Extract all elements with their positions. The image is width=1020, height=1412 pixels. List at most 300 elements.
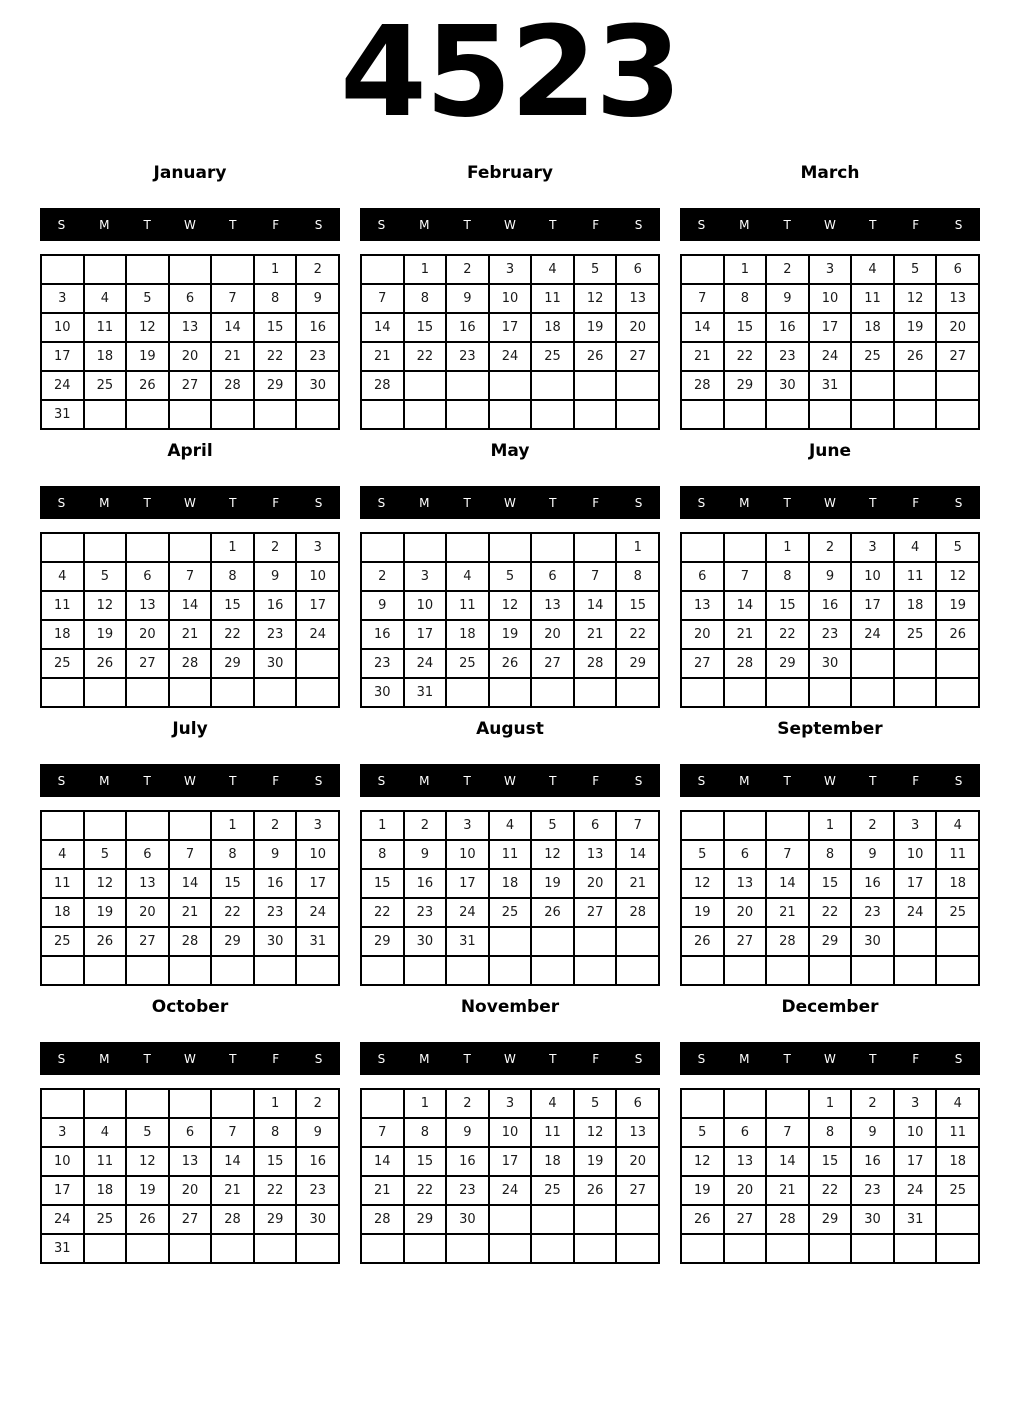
- day-cell: 13: [617, 1119, 658, 1146]
- day-cell: 7: [575, 563, 616, 590]
- day-cell: 23: [447, 1177, 488, 1204]
- day-cell-empty: [895, 928, 936, 955]
- day-cell: 31: [297, 928, 338, 955]
- day-cell: 9: [447, 1119, 488, 1146]
- day-cell: 17: [297, 870, 338, 897]
- day-cell: 27: [937, 343, 978, 370]
- month-block: [680, 438, 980, 708]
- day-cell: 19: [937, 592, 978, 619]
- day-cell: 27: [127, 928, 168, 955]
- day-cell-empty: [895, 957, 936, 984]
- day-cell-empty: [937, 372, 978, 399]
- weekday-label: S: [954, 1051, 963, 1066]
- day-cell: 20: [725, 899, 766, 926]
- day-cell: 16: [255, 592, 296, 619]
- day-cell: 31: [42, 401, 83, 428]
- day-cell: 22: [810, 899, 851, 926]
- months-grid: [0, 160, 1020, 1264]
- weekday-label: T: [143, 1051, 151, 1066]
- day-cell: 20: [725, 1177, 766, 1204]
- month-title: August: [476, 719, 544, 739]
- day-cell-empty: [490, 679, 531, 706]
- day-cell: 15: [255, 1148, 296, 1175]
- day-cell-empty: [447, 957, 488, 984]
- day-cell: 1: [255, 1090, 296, 1117]
- day-cell: 25: [85, 372, 126, 399]
- day-cell-empty: [682, 812, 723, 839]
- day-cell: 13: [682, 592, 723, 619]
- weekday-label: W: [504, 1051, 516, 1066]
- day-cell: 7: [725, 563, 766, 590]
- weekday-label: M: [419, 773, 430, 788]
- day-cell-empty: [767, 679, 808, 706]
- day-cell: 1: [725, 256, 766, 283]
- weekday-label: S: [57, 773, 66, 788]
- day-cell: 12: [895, 285, 936, 312]
- day-cell: 28: [170, 928, 211, 955]
- day-cell-empty: [767, 401, 808, 428]
- day-cell: 24: [297, 621, 338, 648]
- day-cell-empty: [297, 650, 338, 677]
- day-cell: 29: [255, 1206, 296, 1233]
- day-cell: 9: [810, 563, 851, 590]
- day-cell: 1: [810, 1090, 851, 1117]
- weekday-label: S: [314, 1051, 323, 1066]
- day-cell: 20: [937, 314, 978, 341]
- day-cell: 24: [42, 1206, 83, 1233]
- days-grid: [40, 810, 340, 986]
- weekday-label: F: [272, 495, 280, 510]
- day-cell-empty: [85, 534, 126, 561]
- day-cell: 20: [170, 1177, 211, 1204]
- day-cell-empty: [895, 372, 936, 399]
- day-cell: 12: [682, 870, 723, 897]
- weekday-label: T: [869, 217, 877, 232]
- day-cell-empty: [170, 401, 211, 428]
- day-cell: 23: [297, 343, 338, 370]
- weekday-label: T: [229, 773, 237, 788]
- day-cell: 19: [895, 314, 936, 341]
- day-cell-empty: [490, 401, 531, 428]
- day-cell: 19: [575, 314, 616, 341]
- day-cell: 26: [85, 928, 126, 955]
- day-cell: 5: [575, 256, 616, 283]
- day-cell-empty: [85, 1090, 126, 1117]
- month-block: [360, 716, 660, 986]
- day-cell: 30: [405, 928, 446, 955]
- day-cell: 30: [297, 1206, 338, 1233]
- day-cell-empty: [170, 256, 211, 283]
- day-cell: 21: [170, 899, 211, 926]
- weekday-label: S: [314, 495, 323, 510]
- day-cell-empty: [85, 256, 126, 283]
- days-grid: [680, 1088, 980, 1264]
- weekday-label: S: [377, 773, 386, 788]
- day-cell: 23: [810, 621, 851, 648]
- day-cell-empty: [85, 812, 126, 839]
- day-cell: 11: [447, 592, 488, 619]
- day-cell: 6: [127, 563, 168, 590]
- day-cell-empty: [810, 679, 851, 706]
- day-cell: 3: [895, 812, 936, 839]
- day-cell: 4: [85, 1119, 126, 1146]
- day-cell: 16: [362, 621, 403, 648]
- day-cell-empty: [852, 679, 893, 706]
- weekday-label: S: [954, 495, 963, 510]
- day-cell-empty: [852, 650, 893, 677]
- day-cell: 23: [255, 899, 296, 926]
- weekday-label: S: [57, 495, 66, 510]
- weekday-header-bar: [680, 764, 980, 797]
- day-cell: 11: [42, 870, 83, 897]
- day-cell: 25: [490, 899, 531, 926]
- day-cell-empty: [575, 1206, 616, 1233]
- day-cell-empty: [725, 401, 766, 428]
- year-title: 4523: [340, 0, 680, 145]
- day-cell: 26: [490, 650, 531, 677]
- day-cell-empty: [937, 1206, 978, 1233]
- day-cell-empty: [212, 679, 253, 706]
- day-cell: 8: [810, 1119, 851, 1146]
- day-cell: 17: [852, 592, 893, 619]
- day-cell: 21: [682, 343, 723, 370]
- day-cell: 21: [170, 621, 211, 648]
- day-cell: 17: [490, 1148, 531, 1175]
- days-grid: [40, 1088, 340, 1264]
- day-cell: 2: [852, 812, 893, 839]
- weekday-label: F: [912, 773, 920, 788]
- days-grid: [680, 532, 980, 708]
- day-cell: 28: [617, 899, 658, 926]
- weekday-label: T: [869, 773, 877, 788]
- day-cell-empty: [682, 256, 723, 283]
- day-cell: 15: [810, 1148, 851, 1175]
- day-cell: 10: [405, 592, 446, 619]
- day-cell-empty: [575, 1235, 616, 1262]
- day-cell-empty: [617, 1235, 658, 1262]
- month-block: [680, 994, 980, 1264]
- day-cell: 8: [255, 285, 296, 312]
- day-cell: 14: [575, 592, 616, 619]
- day-cell: 6: [725, 841, 766, 868]
- month-block: [360, 160, 660, 430]
- day-cell-empty: [127, 401, 168, 428]
- weekday-label: T: [783, 1051, 791, 1066]
- weekday-label: M: [99, 773, 110, 788]
- day-cell-empty: [42, 1090, 83, 1117]
- day-cell: 24: [405, 650, 446, 677]
- day-cell: 16: [852, 870, 893, 897]
- day-cell: 11: [937, 1119, 978, 1146]
- day-cell: 13: [170, 314, 211, 341]
- weekday-label: T: [229, 1051, 237, 1066]
- day-cell: 12: [490, 592, 531, 619]
- day-cell: 29: [767, 650, 808, 677]
- day-cell: 1: [362, 812, 403, 839]
- day-cell: 31: [810, 372, 851, 399]
- day-cell: 9: [405, 841, 446, 868]
- weekday-label: S: [57, 1051, 66, 1066]
- weekday-label: S: [314, 773, 323, 788]
- day-cell-empty: [937, 401, 978, 428]
- day-cell-empty: [127, 1090, 168, 1117]
- day-cell: 10: [490, 1119, 531, 1146]
- day-cell: 29: [362, 928, 403, 955]
- day-cell: 20: [617, 1148, 658, 1175]
- day-cell: 27: [127, 650, 168, 677]
- weekday-label: W: [824, 773, 836, 788]
- day-cell-empty: [127, 957, 168, 984]
- day-cell: 25: [937, 899, 978, 926]
- day-cell-empty: [895, 650, 936, 677]
- day-cell-empty: [42, 534, 83, 561]
- day-cell: 15: [725, 314, 766, 341]
- days-grid: [680, 810, 980, 986]
- day-cell-empty: [255, 957, 296, 984]
- day-cell: 21: [617, 870, 658, 897]
- day-cell-empty: [127, 534, 168, 561]
- day-cell: 12: [127, 1148, 168, 1175]
- day-cell: 27: [682, 650, 723, 677]
- day-cell: 28: [212, 372, 253, 399]
- day-cell: 3: [852, 534, 893, 561]
- day-cell: 21: [362, 1177, 403, 1204]
- day-cell: 22: [362, 899, 403, 926]
- day-cell: 24: [895, 1177, 936, 1204]
- day-cell: 15: [405, 1148, 446, 1175]
- weekday-header-bar: [680, 208, 980, 241]
- day-cell: 15: [212, 870, 253, 897]
- day-cell: 22: [810, 1177, 851, 1204]
- day-cell: 22: [212, 621, 253, 648]
- day-cell-empty: [767, 812, 808, 839]
- weekday-label: S: [697, 217, 706, 232]
- day-cell-empty: [490, 372, 531, 399]
- day-cell: 18: [895, 592, 936, 619]
- day-cell: 5: [85, 841, 126, 868]
- day-cell: 3: [447, 812, 488, 839]
- month-title: September: [777, 719, 883, 739]
- day-cell-empty: [85, 679, 126, 706]
- day-cell: 17: [490, 314, 531, 341]
- day-cell-empty: [682, 679, 723, 706]
- day-cell: 26: [127, 1206, 168, 1233]
- day-cell-empty: [85, 957, 126, 984]
- day-cell: 20: [532, 621, 573, 648]
- weekday-label: S: [377, 217, 386, 232]
- day-cell: 14: [767, 870, 808, 897]
- day-cell-empty: [490, 1235, 531, 1262]
- day-cell-empty: [127, 679, 168, 706]
- day-cell: 26: [937, 621, 978, 648]
- day-cell-empty: [212, 1235, 253, 1262]
- day-cell-empty: [405, 1235, 446, 1262]
- day-cell-empty: [362, 957, 403, 984]
- weekday-label: W: [504, 217, 516, 232]
- day-cell: 9: [255, 841, 296, 868]
- day-cell-empty: [937, 679, 978, 706]
- day-cell: 6: [725, 1119, 766, 1146]
- day-cell-empty: [85, 401, 126, 428]
- day-cell: 12: [532, 841, 573, 868]
- day-cell-empty: [617, 928, 658, 955]
- day-cell: 9: [297, 285, 338, 312]
- weekday-label: T: [143, 495, 151, 510]
- day-cell: 10: [447, 841, 488, 868]
- day-cell: 14: [212, 314, 253, 341]
- day-cell-empty: [170, 534, 211, 561]
- month-block: [680, 716, 980, 986]
- day-cell: 25: [532, 1177, 573, 1204]
- day-cell: 1: [255, 256, 296, 283]
- weekday-label: S: [697, 1051, 706, 1066]
- day-cell-empty: [532, 372, 573, 399]
- weekday-label: W: [184, 773, 196, 788]
- day-cell: 3: [490, 1090, 531, 1117]
- day-cell: 18: [42, 621, 83, 648]
- day-cell: 16: [255, 870, 296, 897]
- day-cell: 18: [852, 314, 893, 341]
- weekday-label: M: [99, 217, 110, 232]
- days-grid: [40, 532, 340, 708]
- day-cell: 23: [255, 621, 296, 648]
- day-cell: 17: [297, 592, 338, 619]
- day-cell: 28: [212, 1206, 253, 1233]
- weekday-label: F: [272, 217, 280, 232]
- day-cell: 28: [767, 928, 808, 955]
- day-cell-empty: [532, 928, 573, 955]
- day-cell-empty: [852, 957, 893, 984]
- day-cell-empty: [617, 957, 658, 984]
- day-cell-empty: [725, 957, 766, 984]
- day-cell: 7: [170, 841, 211, 868]
- day-cell-empty: [447, 534, 488, 561]
- day-cell: 4: [42, 841, 83, 868]
- day-cell: 2: [405, 812, 446, 839]
- day-cell: 12: [575, 1119, 616, 1146]
- day-cell-empty: [575, 957, 616, 984]
- day-cell: 27: [170, 372, 211, 399]
- day-cell: 22: [212, 899, 253, 926]
- day-cell: 20: [617, 314, 658, 341]
- day-cell: 4: [447, 563, 488, 590]
- day-cell: 30: [255, 928, 296, 955]
- day-cell: 8: [255, 1119, 296, 1146]
- day-cell: 15: [810, 870, 851, 897]
- day-cell: 7: [212, 1119, 253, 1146]
- day-cell: 11: [937, 841, 978, 868]
- day-cell-empty: [617, 1206, 658, 1233]
- day-cell: 22: [405, 343, 446, 370]
- day-cell-empty: [362, 534, 403, 561]
- day-cell: 19: [575, 1148, 616, 1175]
- day-cell: 11: [85, 1148, 126, 1175]
- weekday-label: F: [912, 217, 920, 232]
- day-cell: 26: [895, 343, 936, 370]
- day-cell: 6: [170, 285, 211, 312]
- day-cell: 28: [362, 1206, 403, 1233]
- day-cell: 23: [405, 899, 446, 926]
- day-cell: 5: [682, 1119, 723, 1146]
- day-cell: 25: [895, 621, 936, 648]
- day-cell-empty: [852, 1235, 893, 1262]
- day-cell: 26: [85, 650, 126, 677]
- weekday-label: S: [697, 773, 706, 788]
- day-cell-empty: [575, 534, 616, 561]
- day-cell: 19: [682, 899, 723, 926]
- day-cell: 5: [127, 285, 168, 312]
- weekday-label: M: [739, 217, 750, 232]
- day-cell: 13: [617, 285, 658, 312]
- day-cell: 22: [255, 343, 296, 370]
- day-cell: 20: [170, 343, 211, 370]
- day-cell: 23: [767, 343, 808, 370]
- day-cell: 22: [405, 1177, 446, 1204]
- day-cell-empty: [362, 256, 403, 283]
- day-cell: 15: [212, 592, 253, 619]
- day-cell: 5: [532, 812, 573, 839]
- day-cell-empty: [937, 928, 978, 955]
- day-cell: 4: [532, 256, 573, 283]
- day-cell: 16: [447, 314, 488, 341]
- day-cell: 30: [362, 679, 403, 706]
- day-cell: 17: [895, 870, 936, 897]
- day-cell-empty: [682, 957, 723, 984]
- day-cell: 27: [532, 650, 573, 677]
- weekday-label: W: [824, 217, 836, 232]
- day-cell: 17: [42, 1177, 83, 1204]
- day-cell-empty: [532, 534, 573, 561]
- day-cell-empty: [127, 256, 168, 283]
- days-grid: [360, 1088, 660, 1264]
- weekday-label: S: [57, 217, 66, 232]
- weekday-label: T: [869, 495, 877, 510]
- days-grid: [360, 810, 660, 986]
- day-cell: 12: [127, 314, 168, 341]
- day-cell: 1: [810, 812, 851, 839]
- day-cell: 4: [852, 256, 893, 283]
- day-cell: 4: [85, 285, 126, 312]
- day-cell: 2: [810, 534, 851, 561]
- day-cell: 3: [490, 256, 531, 283]
- day-cell: 31: [895, 1206, 936, 1233]
- day-cell: 3: [297, 812, 338, 839]
- day-cell: 8: [810, 841, 851, 868]
- day-cell: 27: [575, 899, 616, 926]
- day-cell: 3: [810, 256, 851, 283]
- day-cell-empty: [852, 372, 893, 399]
- day-cell: 14: [170, 592, 211, 619]
- day-cell: 9: [297, 1119, 338, 1146]
- month-title: January: [153, 163, 227, 183]
- day-cell: 24: [810, 343, 851, 370]
- weekday-label: T: [463, 217, 471, 232]
- day-cell: 16: [810, 592, 851, 619]
- day-cell: 26: [682, 1206, 723, 1233]
- day-cell-empty: [575, 401, 616, 428]
- day-cell: 13: [127, 592, 168, 619]
- weekday-label: M: [99, 495, 110, 510]
- day-cell-empty: [255, 401, 296, 428]
- day-cell: 13: [575, 841, 616, 868]
- day-cell: 7: [617, 812, 658, 839]
- day-cell: 20: [682, 621, 723, 648]
- day-cell: 10: [810, 285, 851, 312]
- day-cell-empty: [255, 1235, 296, 1262]
- day-cell-empty: [767, 1235, 808, 1262]
- weekday-label: S: [314, 217, 323, 232]
- day-cell: 21: [362, 343, 403, 370]
